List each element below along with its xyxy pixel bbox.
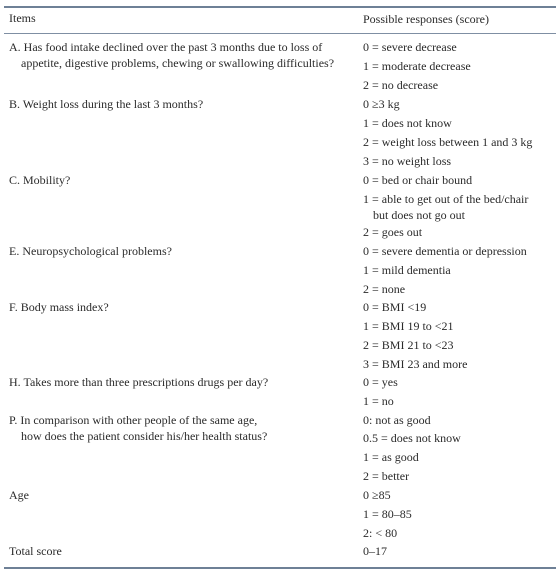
item-h — [9, 374, 353, 390]
response-a-0: 0 = severe decrease — [363, 40, 457, 54]
response-b-3: 3 = no weight loss — [363, 154, 452, 168]
item-b — [9, 96, 353, 112]
response-b-0: 0 ≥3 kg — [363, 97, 400, 111]
item-c-line-1: C. Mobility? — [9, 173, 71, 187]
item-a-line-1: A. Has food intake declined over the past 3 months due to loss of — [9, 40, 323, 54]
response-b-1: 1 = does not know — [363, 116, 452, 130]
response-p-3: 2 = better — [363, 469, 410, 483]
response-e-2: 2 = none — [363, 282, 406, 296]
item-total-line-1: Total score — [9, 544, 62, 558]
table-bottom-rule — [4, 567, 556, 569]
response-age-2: 2: < 80 — [363, 526, 398, 540]
items-column-header: Items — [9, 11, 36, 25]
item-h-line-1: H. Takes more than three prescriptions drugs per day? — [9, 375, 269, 389]
response-c-2: 2 = goes out — [363, 225, 423, 239]
item-e-line-1: E. Neuropsychological problems? — [9, 244, 172, 258]
response-total: 0–17 — [363, 544, 387, 558]
item-age-line-1: Age — [9, 488, 29, 502]
response-f-3: 3 = BMI 23 and more — [363, 357, 468, 371]
item-f-line-1: F. Body mass index? — [9, 300, 109, 314]
item-e — [9, 243, 353, 259]
response-e-0: 0 = severe dementia or depression — [363, 244, 527, 258]
response-f-0: 0 = BMI <19 — [363, 300, 427, 314]
item-p-line-2: how does the patient consider his/her health status? — [21, 429, 268, 443]
response-h-0: 0 = yes — [363, 375, 398, 389]
table-top-rule — [4, 6, 556, 8]
item-a — [9, 39, 353, 71]
response-c-1 — [363, 191, 553, 223]
responses-column-header: Possible responses (score) — [363, 12, 489, 26]
response-f-1: 1 = BMI 19 to <21 — [363, 319, 454, 333]
item-p — [9, 412, 353, 444]
item-total-score — [9, 543, 353, 559]
response-age-0: 0 ≥85 — [363, 488, 391, 502]
response-f-2: 2 = BMI 21 to <23 — [363, 338, 454, 352]
response-c-0: 0 = bed or chair bound — [363, 173, 473, 187]
item-b-line-1: B. Weight loss during the last 3 months? — [9, 97, 204, 111]
response-p-1: 0.5 = does not know — [363, 431, 461, 445]
response-a-2: 2 = no decrease — [363, 78, 439, 92]
response-h-1: 1 = no — [363, 394, 394, 408]
response-p-0: 0: not as good — [363, 413, 431, 427]
response-c-1-line-1: 1 = able to get out of the bed/chair — [363, 192, 529, 206]
response-b-2: 2 = weight loss between 1 and 3 kg — [363, 135, 533, 149]
item-c — [9, 172, 353, 188]
item-a-line-2: appetite, digestive problems, chewing or swallowing difficulties? — [21, 56, 335, 70]
response-p-2: 1 = as good — [363, 450, 419, 464]
response-a-1: 1 = moderate decrease — [363, 59, 471, 73]
item-f — [9, 299, 353, 315]
item-p-line-1: P. In comparison with other people of the same age, — [9, 413, 258, 427]
response-e-1: 1 = mild dementia — [363, 263, 451, 277]
header-rule — [4, 33, 556, 34]
response-c-1-line-2: but does not go out — [373, 208, 465, 222]
item-age — [9, 487, 353, 503]
response-age-1: 1 = 80–85 — [363, 507, 412, 521]
